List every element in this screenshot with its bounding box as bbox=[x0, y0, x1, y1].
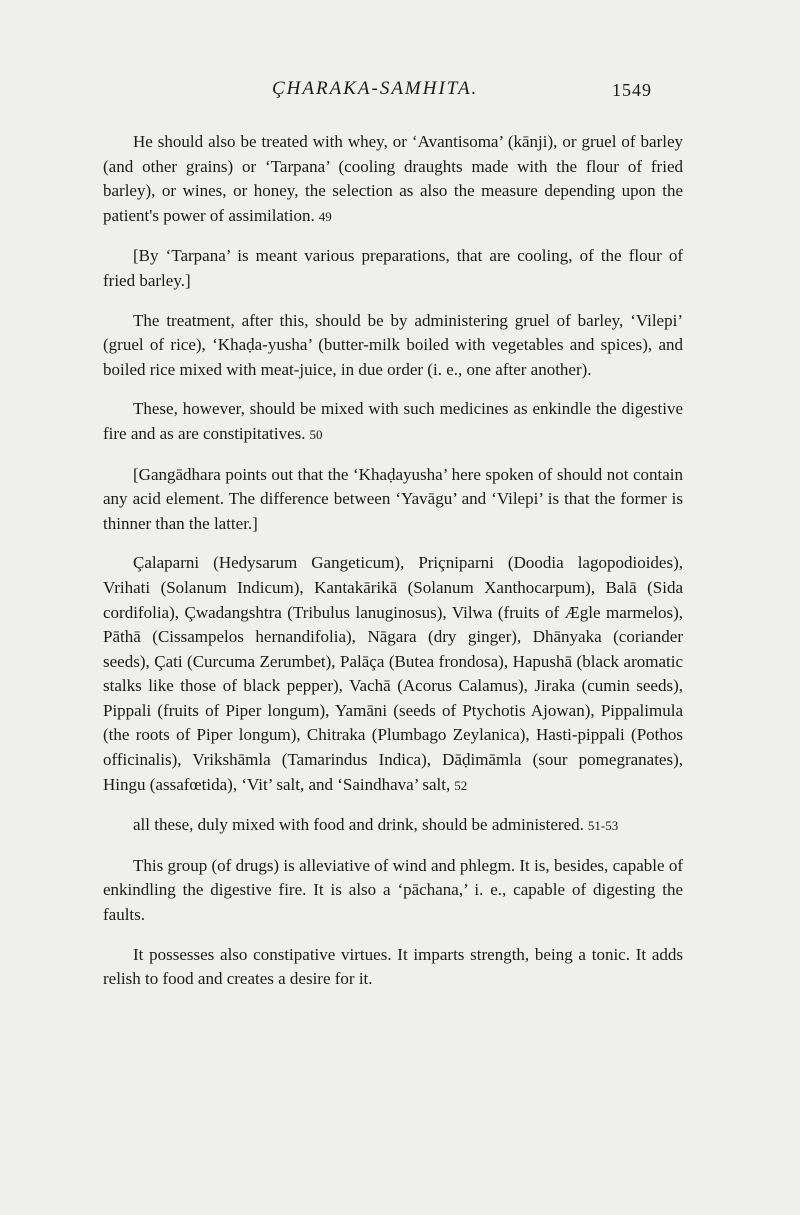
paragraph-3: The treatment, after this, should be by administering gruel of barley, ‘Vilepi’ (gruel of rice), ‘Khaḍa-yusha’ (butter-milk boiled with vegetables and spices), and boiled rice mixed with meat-juice, in due order (i. e., one after another). bbox=[103, 310, 683, 379]
verse-number: 52 bbox=[454, 777, 468, 793]
paragraph-1: He should also be treated with whey, or ‘Avantisoma’ (kānji), or gruel of barley (and other grains) or ‘Tarpana’ (cooling draughts made with the flour of fried barley), or wines, or honey, the selection as also the measure depending upon the patient's power of assimilation. 49 bbox=[103, 132, 683, 225]
paragraph-4: These, however, should be mixed with such medicines as enkindle the digestive fire and as are constipitatives. 50 bbox=[103, 399, 683, 443]
verse-number: 51-53 bbox=[587, 818, 619, 834]
paragraph-7: all these, duly mixed with food and drink, should be administered. 51-53 bbox=[133, 815, 619, 835]
verse-number: 49 bbox=[318, 208, 332, 224]
paragraph-5: [Gangādhara points out that the ‘Khaḍayusha’ here spoken of should not contain any acid element. The difference between ‘Yavāgu’ and ‘Vilepi’ is that the former is thinner than the latter.] bbox=[103, 464, 683, 533]
paragraph-8: This group (of drugs) is alleviative of wind and phlegm. It is, besides, capable of enkindling the digestive fire. It is also a ‘pāchana,’ i. e., capable of digesting the faults. bbox=[103, 855, 683, 925]
page-number: 1549 bbox=[612, 80, 652, 100]
page-body bbox=[103, 130, 683, 1007]
verse-number: 50 bbox=[309, 426, 323, 442]
paragraph-6: Çalaparni (Hedysarum Gangeticum), Priçniparni (Doodia lagopodioides), Vrihati (Solanum Indicum), Kantakārikā (Solanum Xanthocarpum), Balā (Sida cordifolia), Çwadangshtra (Tribulus lanuginosus), Vilwa (fruits of Ægle marmelos), Pāthā (Cissampelos hernandifolia), Nāgara (dry ginger), Dhānyaka (coriander seeds), Çati (Curcuma Zerumbet), Palāça (Butea frondosa), Hapushā (black aromatic stalks like those of black pepper), Vachā (Acorus Calamus), Jiraka (cumin seeds), Pippali (fruits of Piper longum), Yamāni (seeds of Ptychotis Ajowan), Pippalimula (the roots of Piper longum), Chitraka (Plumbago Zeylanica), Hasti-pippali (Pothos officinalis), Vrikshāmla (Tamarindus Indica), Dāḍimāmla (sour pomegranates), Hingu (assafœtida), ‘Vit’ salt, and ‘Saindhava’ salt, 52 bbox=[103, 553, 683, 794]
paragraph-2: [By ‘Tarpana’ is meant various preparations, that are cooling, of the flour of fried barley.] bbox=[103, 246, 683, 290]
paragraph-9: It possesses also constipative virtues. It imparts strength, being a tonic. It adds relish to food and creates a desire for it. bbox=[103, 944, 683, 989]
running-title: ÇHARAKA-SAMHITA. bbox=[272, 78, 479, 99]
